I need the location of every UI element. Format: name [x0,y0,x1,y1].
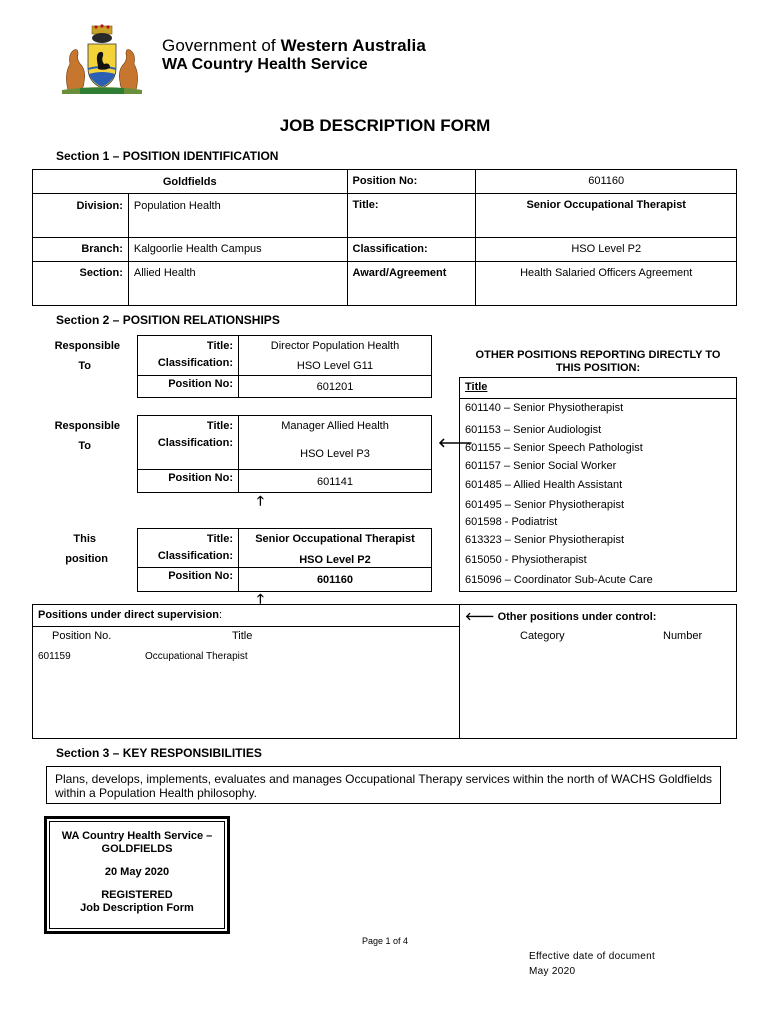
other-position-item: 601155 – Senior Speech Pathologist [465,442,643,454]
other-position-item: 601157 – Senior Social Worker [465,460,617,472]
form-title: JOB DESCRIPTION FORM [279,116,491,135]
effective-label: Effective date of document [529,951,656,962]
government-state: Western Australia [280,36,426,55]
other-position-item: 601598 - Podiatrist [465,516,558,528]
other-positions-heading-line2: THIS POSITION: [555,362,641,374]
position-no-label: Position No: [347,170,476,194]
arrow-up-icon: 🡑 [257,493,264,508]
this-title-label: Title: [206,533,233,545]
resp2-title: Manager Allied Health [281,420,389,432]
agency-name: WA Country Health Service [162,56,368,73]
arrow-left-icon: 🡐 [438,435,473,450]
other-position-item: 615050 - Physiotherapist [465,554,587,566]
section-value: Allied Health [128,262,347,306]
col-category: Category [520,630,565,642]
other-position-item: 601485 – Allied Health Assistant [465,479,623,491]
other-positions-heading-line1: OTHER POSITIONS REPORTING DIRECTLY TO [475,349,721,361]
resp1-label-line2: To [78,360,91,372]
other-positions-heading [459,349,737,375]
this-position-no: 601160 [316,574,354,586]
col-number: Number [663,630,703,642]
this-posno-label: Position No: [168,570,233,582]
this-classification: HSO Level P2 [299,554,371,566]
classification-label: Classification: [347,238,476,262]
other-position-item: 601153 – Senior Audiologist [465,424,602,436]
resp2-label-line1: Responsible [54,420,120,432]
resp1-class-label: Classification: [157,357,233,369]
wa-government-crest-icon [54,24,150,96]
col-title: Title [232,630,253,642]
stamp-registered: REGISTERED [101,889,173,901]
this-class-label: Classification: [157,550,233,562]
section2-heading: Section 2 – POSITION RELATIONSHIPS [56,313,280,327]
division-label: Division: [33,194,129,238]
supervision-colon: : [218,609,222,621]
key-responsibilities-text: Plans, develops, implements, evaluates and manages Occupational Therapy services within the north of WACHS Goldfields within a Population Health philosophy. [46,766,721,804]
section1-heading: Section 1 – POSITION IDENTIFICATION [56,149,279,163]
resp1-posno-label: Position No: [168,378,233,390]
other-position-item: 613323 – Senior Physiotherapist [465,534,624,546]
resp2-title-label: Title: [206,420,233,432]
arrow-up-icon-2: 🡑 [257,591,264,606]
title-label: Title: [347,194,476,238]
branch-label: Branch: [33,238,129,262]
other-control-heading [465,609,656,623]
resp2-class-label: Classification: [157,437,233,449]
arrow-left-small-icon: 🡐 [465,611,495,623]
supervision-heading-text: Positions under direct supervision [38,609,219,621]
classification-value: HSO Level P2 [476,238,737,262]
section3-heading: Section 3 – KEY RESPONSIBILITIES [56,746,262,760]
government-prefix: Government of [162,36,281,55]
resp2-posno-label: Position No: [168,472,233,484]
resp2-classification: HSO Level P3 [300,448,370,460]
branch-value: Kalgoorlie Health Campus [128,238,347,262]
supervision-heading [38,609,222,621]
other-position-item: 601495 – Senior Physiotherapist [465,499,624,511]
region-cell: Goldfields [33,170,348,194]
this-title: Senior Occupational Therapist [255,533,415,545]
resp1-title: Director Population Health [270,340,400,352]
position-no-value: 601160 [476,170,737,194]
this-label-line1: This [73,533,96,545]
resp1-classification: HSO Level G11 [296,360,374,372]
supervision-box [32,604,737,739]
stamp-form: Job Description Form [80,902,194,914]
resp1-label-line1: Responsible [54,340,120,352]
stamp-line2: GOLDFIELDS [101,843,173,855]
other-positions-title-col: Title [465,381,488,393]
award-label: Award/Agreement [347,262,476,306]
resp2-label-line2: To [78,440,91,452]
section-label: Section: [33,262,129,306]
resp1-position-no: 601201 [316,381,354,393]
title-value: Senior Occupational Therapist [476,194,737,238]
registration-stamp [44,816,230,934]
other-position-item: 601140 – Senior Physiotherapist [465,402,624,414]
supervised-title: Occupational Therapist [145,651,248,662]
division-value: Population Health [128,194,347,238]
award-value: Health Salaried Officers Agreement [476,262,737,306]
other-control-heading-text: Other positions under control: [497,611,657,623]
stamp-line1: WA Country Health Service – [61,830,213,842]
effective-date: May 2020 [529,966,576,977]
position-identification-table [32,169,737,306]
supervised-position-no: 601159 [38,651,71,662]
col-position-no: Position No. [52,630,112,642]
government-name [162,36,426,56]
other-position-item: 615096 – Coordinator Sub-Acute Care [465,574,653,586]
resp1-title-label: Title: [206,340,233,352]
stamp-date: 20 May 2020 [104,866,170,878]
resp2-position-no: 601141 [317,476,353,488]
page-number: Page 1 of 4 [361,936,409,946]
this-label-line2: position [65,553,108,565]
